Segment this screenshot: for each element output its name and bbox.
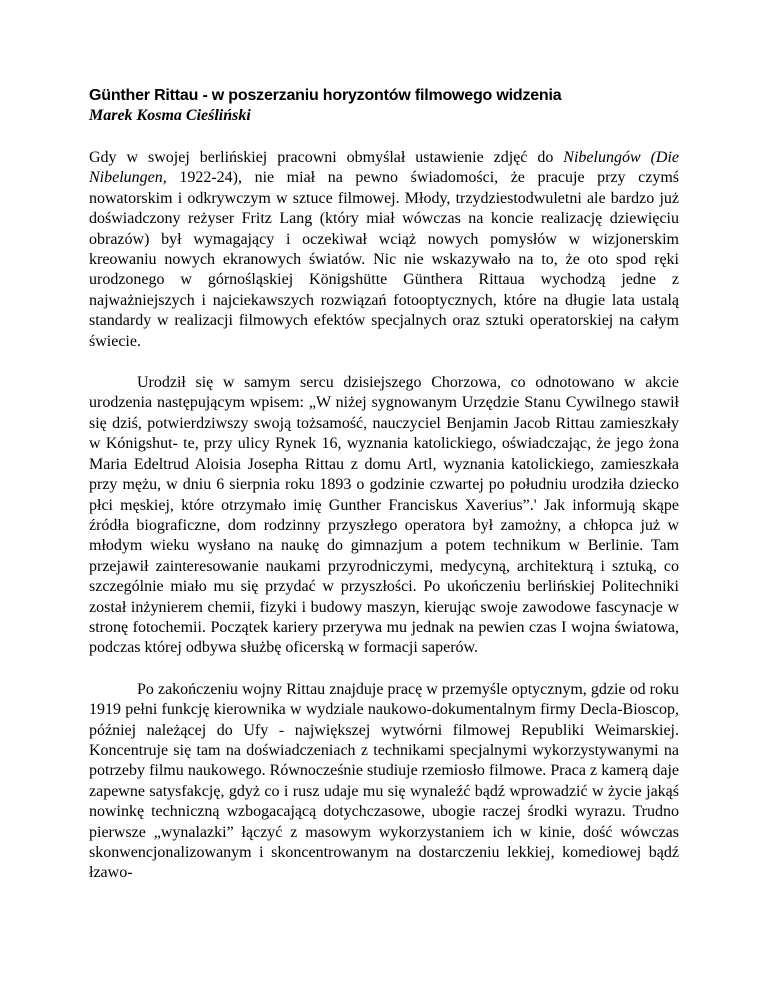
paragraph-1 bbox=[89, 148, 679, 352]
paragraph-1-text-a: Gdy w swojej berlińskiej pracowni obmyślał ustawienie zdjęć do bbox=[89, 149, 564, 166]
paragraph-1-film-title: Nibelungów (Die Nibelungen, bbox=[89, 149, 680, 187]
article-author: Marek Kosma Cieśliński bbox=[89, 107, 251, 124]
paragraph-2: Urodził się w samym sercu dzisiejszego Chorzowa, co odnotowano w akcie urodzenia następującym wpisem: „W niżej sygnowanym Urzędzie Stanu Cywilnego stawił się dziś, potwierdziwszy swoją tożsamość, nauczyciel Benjamin Jacob Rittau zamieszkały w Kónigshut- te, przy ulicy Rynek 16, wyznania katolickiego, oświadczając, że jego żona Maria Edeltrud Aloisia Josepha Rittau z domu Artl, wyznania katolickiego, zamieszkała przy mężu, w dniu 6 sierpnia roku 1893 o godzinie czwartej po południu urodziła dziecko płci męskiej, które otrzymało imię Gunther Franciskus Xaverius”.' Jak informują skąpe źródła biograficzne, dom rodzinny przyszłego operatora był zamożny, a chłopca już w młodym wieku wysłano na naukę do gimnazjum a potem technikum w Berlinie. Tam przejawił zainteresowanie naukami przyrodniczymi, medycyną, architekturą i sztuką, co szczególnie miało mu się przydać w przyszłości. Po ukończeniu berlińskiej Politechniki został inżynierem chemii, fizyki i budowy maszyn, kierując swoje zawodowe fascynacje w stronę fotochemii. Początek kariery przerywa mu jednak na pewien czas I wojna światowa, podczas której odbywa służbę oficerską w formacji saperów. bbox=[89, 374, 679, 657]
paragraph-1-text-b: 1922-24), nie miał na pewno świadomości, że pracuje przy czymś nowatorskim i odkrywczym w sztuce filmowej. Młody, trzydziestodwuletni ale bardzo już doświadczony reżyser Fritz Lang (który miał wówczas na koncie realizację dziewięciu obrazów) był wymagający i oczekiwał wciąż nowych pomysłów w wizjonerskim kreowaniu nowych ekranowych światów. Nic nie wskazywało na to, że oto spod ręki urodzonego w górnośląskiej Königshütte Günthera Rittaua wychodzą jedne z najważniejszych i najciekawszych rozwiązań fotooptycznych, które na długie lata ustalą standardy w realizacji filmowych efektów specjalnych oraz sztuki operatorskiej na całym świecie. bbox=[89, 169, 679, 350]
document-page bbox=[89, 86, 679, 884]
article-title: Günther Rittau - w poszerzaniu horyzontów filmowego widzenia bbox=[89, 87, 562, 104]
paragraph-3: Po zakończeniu wojny Rittau znajduje pracę w przemyśle optycznym, gdzie od roku 1919 pełni funkcję kierownika w wydziale naukowo-dokumentalnym firmy Decla-Bioscop, później należącej do Ufy - największej wytwórni filmowej Republiki Weimarskiej. Koncentruje się tam na doświadczeniach z technikami specjalnymi wykorzystywanymi na potrzeby filmu naukowego. Równocześnie studiuje rzemiosło filmowe. Praca z kamerą daje zapewne satysfakcję, gdyż co i rusz udaje mu się wynaleźć bądź wprowadzić w życie jakąś nowinkę techniczną wzbogacającą dotychczasowe, ubogie raczej środki wyrazu. Trudno pierwsze „wynalazki” łączyć z masowym wykorzystaniem ich w kinie, dość wówczas skonwencjonalizowanym i skoncentrowanym na dostarczeniu lekkiej, komediowej bądź łzawo- bbox=[89, 680, 679, 882]
